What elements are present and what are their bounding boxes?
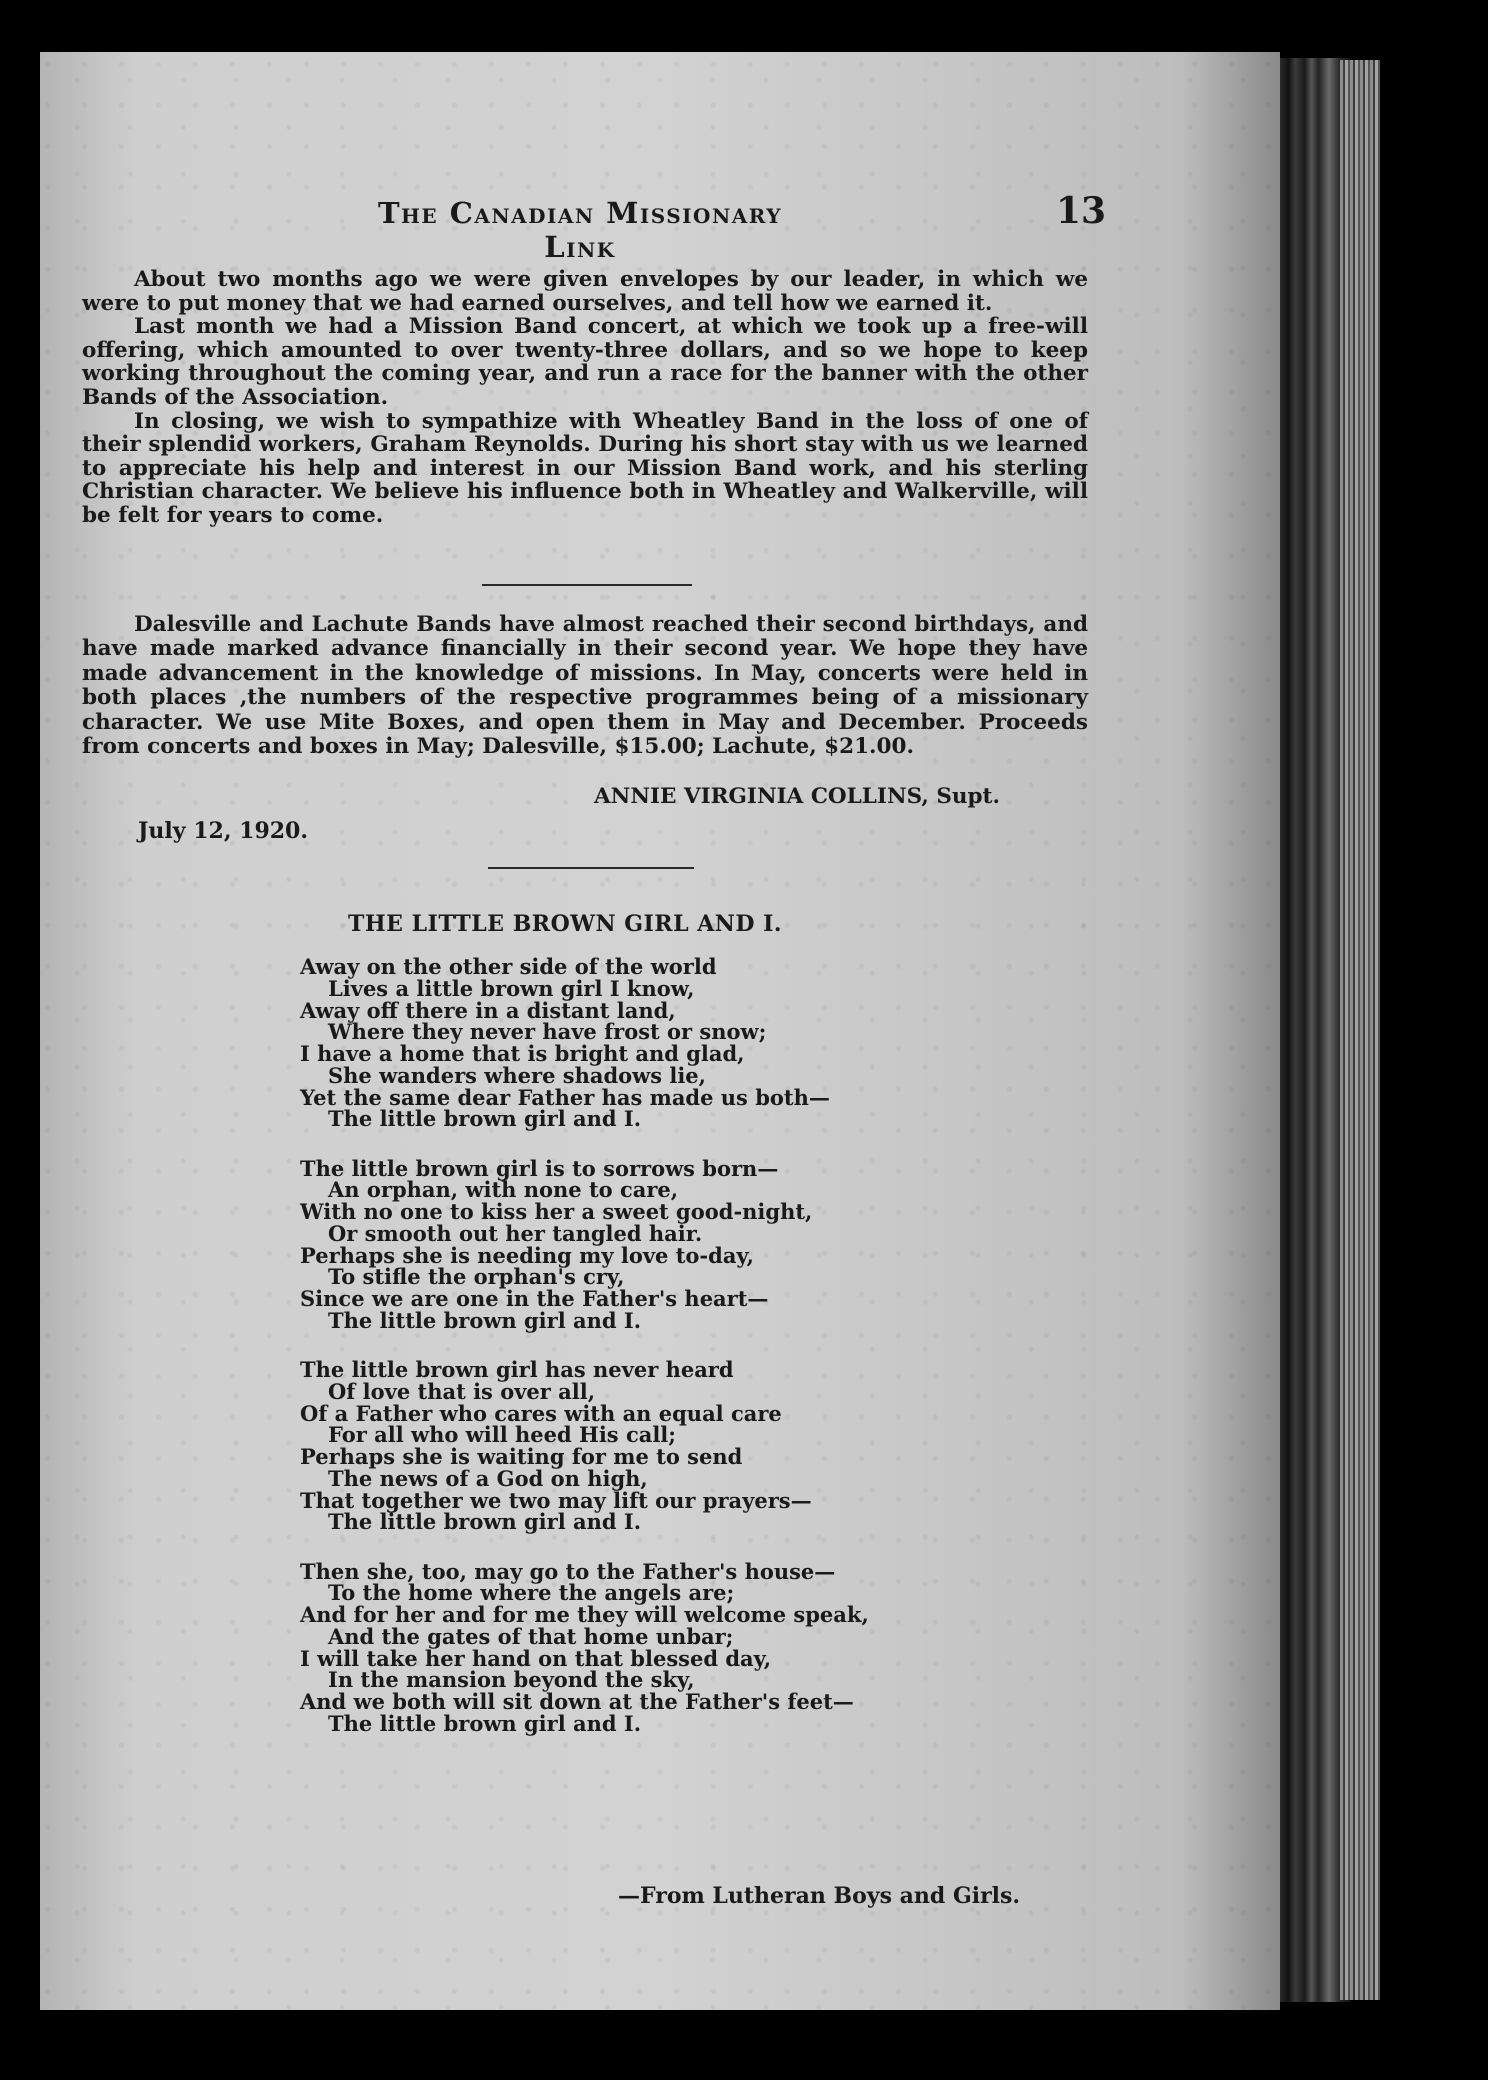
poem-line: Perhaps she is waiting for me to send — [300, 1444, 743, 1469]
paragraph: About two months ago we were given envelopes by our leader, in which we were to put money that we had earned ourselves, and tell how we earned it. — [82, 267, 1088, 316]
poem-line: Where they never have frost or snow; — [328, 1019, 767, 1045]
poem-body — [300, 956, 940, 1762]
poem-line: Lives a little brown girl I know, — [328, 975, 695, 1001]
poem-line: The little brown girl is to sorrows born— — [300, 1155, 779, 1181]
poem-line: For all who will heed His call; — [328, 1422, 677, 1448]
poem-line: That together we two may lift our prayers— — [300, 1487, 812, 1513]
poem-attribution: —From Lutheran Boys and Girls. — [618, 1883, 1021, 1909]
poem-line: An orphan, with none to care, — [328, 1177, 679, 1203]
report-continuation — [82, 268, 1088, 528]
poem-line: The news of a God on high, — [328, 1465, 648, 1491]
poem-line: Then she, too, may go to the Father's house— — [300, 1558, 836, 1584]
poem-stanza — [300, 1558, 940, 1736]
poem-line: She wanders where shadows lie, — [328, 1062, 706, 1088]
poem-line: And for her and for me they will welcome speak, — [300, 1602, 869, 1627]
poem-line: To stifle the orphan's cry, — [328, 1264, 625, 1290]
poem-line: The little brown girl and I. — [328, 1106, 642, 1132]
section-divider — [482, 584, 692, 586]
poem-line: Of a Father who cares with an equal care — [300, 1400, 782, 1426]
section-divider — [488, 867, 694, 869]
poem-line: Or smooth out her tangled hair. — [328, 1220, 703, 1246]
poem-line: Since we are one in the Father's heart— — [300, 1286, 769, 1311]
dateline: July 12, 1920. — [138, 818, 309, 844]
poem-line: I have a home that is bright and glad, — [300, 1041, 745, 1066]
poem-title: THE LITTLE BROWN GIRL AND I. — [348, 911, 783, 937]
report-dalesville-lachute — [82, 613, 1088, 759]
poem-line: The little brown girl and I. — [328, 1307, 642, 1333]
poem-line: Yet the same dear Father has made us both— — [300, 1084, 830, 1110]
poem-line: And we both will sit down at the Father's feet— — [300, 1689, 854, 1714]
poem-stanza — [300, 1155, 940, 1333]
poem-line: In the mansion beyond the sky, — [328, 1667, 695, 1693]
poem-line: The little brown girl and I. — [328, 1509, 642, 1535]
poem-line: The little brown girl has never heard — [300, 1357, 734, 1382]
poem-line: Of love that is over all, — [328, 1378, 596, 1404]
poem-stanza — [300, 1359, 940, 1533]
paragraph: Last month we had a Mission Band concert, at which we took up a free-will offering, which amounted to over twenty-three dollars, and so we hope to keep working throughout the coming year, and run a race for the banner with the other Bands of the Association. — [82, 314, 1088, 410]
poem-line: I will take her hand on that blessed day, — [300, 1645, 772, 1671]
paragraph: In closing, we wish to sympathize with Wheatley Band in the loss of one of their splendid workers, Graham Reynolds. During his short stay with us we learned to appreciate his help and interest in our Mission Band work, and his sterling Christian character. We believe his influence both in Wheatley and Walkerville, will be felt for years to come. — [82, 408, 1088, 528]
signature: ANNIE VIRGINIA COLLINS, Supt. — [594, 784, 1000, 809]
running-head: The Canadian Missionary Link — [377, 196, 783, 264]
poem-line: With no one to kiss her a sweet good-night, — [300, 1199, 813, 1224]
poem-line: Away off there in a distant land, — [300, 997, 676, 1023]
poem-line: To the home where the angels are; — [328, 1580, 735, 1606]
poem-line: The little brown girl and I. — [328, 1710, 642, 1736]
poem-line: And the gates of that home unbar; — [328, 1623, 734, 1649]
page-stack-edges — [1340, 60, 1380, 2000]
page-number: 13 — [1056, 190, 1107, 232]
paragraph: Dalesville and Lachute Bands have almost reached their second birthdays, and have made marked advance financially in their second year. We hope they have made advancement in the knowledge of missions. In May, concerts were held in both places ,the numbers of the respective programmes being of a missionary character. We use Mite Boxes, and open them in May and December. Proceeds from concerts and boxes in May; Dalesville, $15.00; Lachute, $21.00. — [82, 612, 1088, 760]
poem-stanza — [300, 956, 940, 1130]
poem-line: Away on the other side of the world — [300, 954, 717, 979]
poem-line: Perhaps she is needing my love to-day, — [300, 1242, 754, 1268]
